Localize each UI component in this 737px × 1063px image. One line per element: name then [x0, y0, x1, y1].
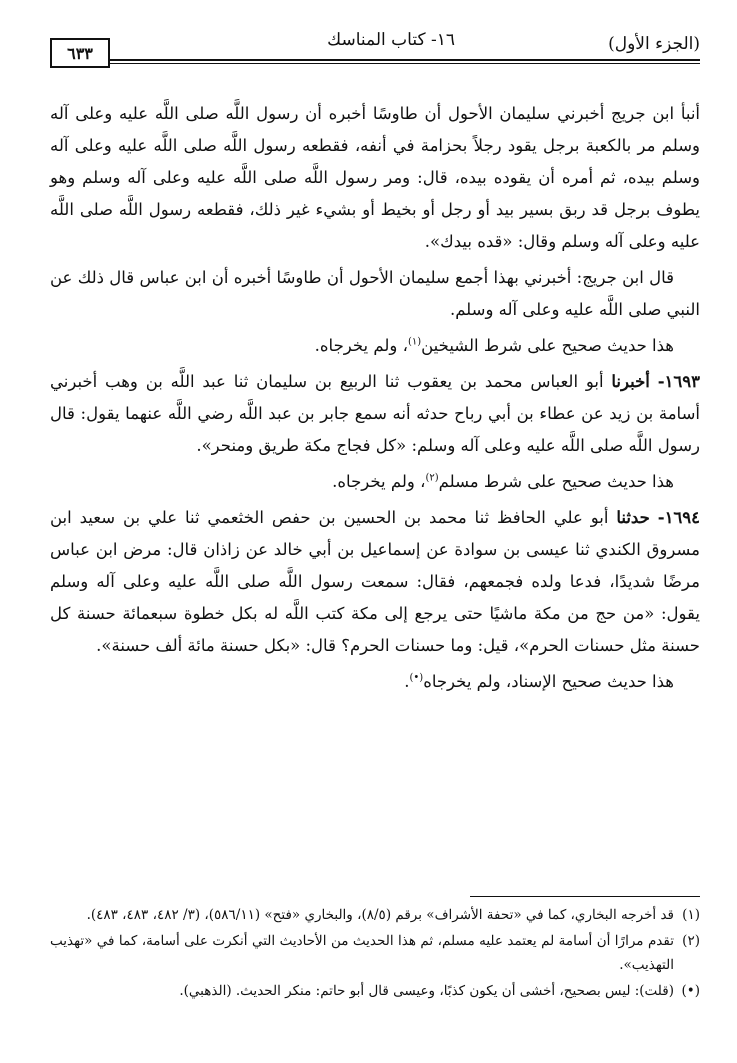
hadith-number: ١٦٩٣-: [657, 372, 700, 391]
hadith-lead: أخبرنا: [611, 372, 650, 391]
footnote-mark: (١): [682, 907, 700, 923]
page-number: ٦٣٣: [67, 43, 93, 63]
main-text: [50, 98, 700, 702]
footnotes-section: [50, 896, 700, 1005]
footnote-ref[interactable]: (٢): [425, 472, 439, 484]
footnote-mark: (•): [681, 983, 700, 999]
hadith-paragraph: ١٦٩٣- أخبرنا أبو العباس محمد بن يعقوب ثنا الربيع بن سليمان ثنا عبد اللَّه بن وهب أخبرني أسامة بن زيد عن عطاء بن أبي رباح حدثه أنه سمع جابر بن عبد اللَّه رضي اللَّه عنهما يقول: قال رسول اللَّه صلى اللَّه عليه وعلى آله وسلم: «كل فجاج مكة طريق ومنحر».: [50, 372, 700, 455]
footnote-text: (قلت): ليس بصحيح، أخشى أن يكون كذبًا، وعيسى قال أبو حاتم: منكر الحديث. (الذهبي).: [179, 983, 674, 999]
footnote: [50, 929, 700, 977]
header-rule: [108, 59, 700, 64]
footnote: [50, 903, 700, 927]
paragraph: أنبأ ابن جريج أخبرني سليمان الأحول أن طاوسًا أخبره أن رسول اللَّه صلى اللَّه عليه وعلى آله وسلم مر بالكعبة برجل يقود رجلاً بحزامة في أنفه، فقطعه رسول اللَّه صلى اللَّه عليه وعلى آله وسلم بيده، ثم أمره أن يقوده بيده، قال: ومر رسول اللَّه صلى اللَّه عليه وعلى آله وسلم وهو يطوف برجل قد ربق بسير بيد أو رجل أو بخيط أو بشيء غير ذلك، فقطعه رسول اللَّه صلى اللَّه عليه وعلى آله وسلم وقال: «قده بيدك».: [50, 104, 701, 251]
hadith-number: ١٦٩٤-: [657, 508, 701, 527]
footnote-text: قد أخرجه البخاري، كما في «تحفة الأشراف» برقم (٨/٥)، والبخاري «فتح» (٥٨٦/١١)، (٣/ ٤٨٢، ٤٨٣، ٤٨٣).: [86, 907, 674, 923]
verdict-paragraph: هذا حديث صحيح الإسناد، ولم يخرجاه(•).: [404, 672, 674, 691]
paragraph: قال ابن جريج: أخبرني بهذا أجمع سليمان الأحول أن طاوسًا أخبره أن ابن عباس قال ذلك عن النبي صلى اللَّه عليه وعلى آله وسلم.: [50, 268, 700, 319]
footnote-mark: (٢): [682, 933, 700, 949]
page-number-box: [50, 38, 110, 68]
footnote-ref[interactable]: (•): [409, 672, 424, 684]
verdict-paragraph: هذا حديث صحيح على شرط مسلم$^{(٢)}$، ولم يخرجاه.: [332, 472, 674, 491]
footnote-separator: [470, 896, 700, 897]
verdict-paragraph: هذا حديث صحيح على شرط الشيخين$^{(١)}$، ولم يخرجاه.: [314, 336, 674, 355]
document-page: [50, 28, 700, 1038]
volume-label: (الجزء الأول): [608, 34, 700, 54]
book-title: ١٦- كتاب المناسك: [327, 30, 455, 50]
footnote: [50, 979, 700, 1003]
footnote-text: تقدم مرارًا أن أسامة لم يعتمد عليه مسلم، ثم هذا الحديث من الأحاديث التي أنكرت على أسامة، كما في «تهذيب التهذيب».: [50, 933, 674, 973]
hadith-paragraph: ١٦٩٤- حدثنا أبو علي الحافظ ثنا محمد بن الحسين بن حفص الخثعمي ثنا علي بن سعيد ابن مسروق الكندي ثنا عيسى بن سوادة عن إسماعيل بن أبي خالد عن زاذان قال: مرض ابن عباس مرضًا شديدًا، فدعا ولده فجمعهم، فقال: سمعت رسول اللَّه صلى اللَّه عليه وعلى آله وسلم يقول: «من حج من مكة ماشيًا حتى يرجع إلى مكة كتب اللَّه له بكل خطوة سبعمائة حسنة كل حسنة مثل حسنات الحرم»، قيل: وما حسنات الحرم؟ قال: «بكل حسنة مائة ألف حسنة».: [50, 508, 701, 655]
hadith-lead: حدثنا: [616, 508, 650, 527]
footnote-ref[interactable]: (١): [407, 336, 422, 348]
running-header: [50, 28, 700, 68]
